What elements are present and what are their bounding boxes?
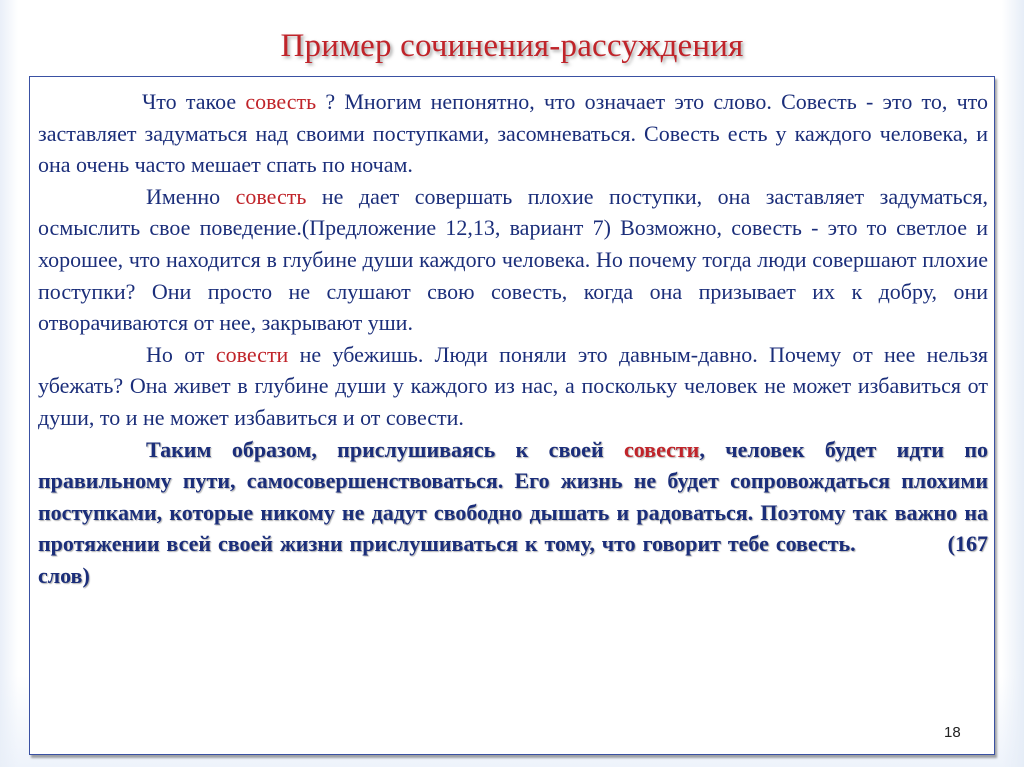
- page-number: 18: [944, 724, 961, 741]
- keyword-conscience: совесть: [245, 89, 317, 114]
- paragraph-1-after: ? Многим непонятно, что означает это слово. Совесть - это то, что заставляет задуматься над своими поступками, засомневаться. Совесть есть у каждого человека, и она очень часто мешает спать по ночам.: [38, 89, 988, 178]
- conclusion-before: Таким образом, прислушиваясь к своей: [146, 436, 624, 462]
- paragraph-2-before: Именно: [146, 183, 236, 209]
- keyword-conscience: совесть: [235, 183, 307, 209]
- keyword-conscience: совести: [215, 341, 289, 367]
- keyword-conscience: совести: [623, 436, 700, 462]
- paragraph-2-after: не дает совершать плохие поступки, она заставляет задуматься, осмыслить свое поведение.(Предложение 12,13, вариант 7) Возможно, совесть - это то светлое и хорошее, что находится в глубине души каждого человека. Но почему тогда люди совершают плохие поступки? Они просто не слушают свою совесть, когда она призывает их к добру, они отворачиваются от нее, закрывают уши.: [38, 183, 989, 336]
- conclusion-after: , человек будет идти по правильному пути, самосовершенствоваться. Его жизнь не будет сопровождаться плохими поступками, которые никому не дадут свободно дышать и радоваться. Поэтому так важно на протяжении всей своей жизни прислушиваться к тому, что говорит тебе совесть.: [38, 436, 988, 557]
- essay-conclusion: [38, 434, 988, 592]
- word-count: (167 слов): [38, 531, 988, 588]
- background-edge-left: [0, 0, 18, 767]
- essay-paragraph-1: [38, 86, 988, 181]
- paragraph-3-after: не убежишь. Люди поняли это давным-давно. Почему от нее нельзя убежать? Она живет в глубине души у каждого из нас, а поскольку человек не может избавиться от души, то и не может избавиться и от совести.: [38, 341, 989, 430]
- paragraph-1-before: Что такое: [142, 89, 246, 114]
- background-edge-right: [1002, 0, 1024, 767]
- essay-text: [38, 86, 988, 592]
- essay-paragraph-2: [38, 181, 988, 339]
- paragraph-3-before: Но от: [146, 341, 216, 367]
- slide-title: Пример сочинения-рассуждения: [280, 28, 744, 64]
- essay-paragraph-3: [38, 339, 988, 434]
